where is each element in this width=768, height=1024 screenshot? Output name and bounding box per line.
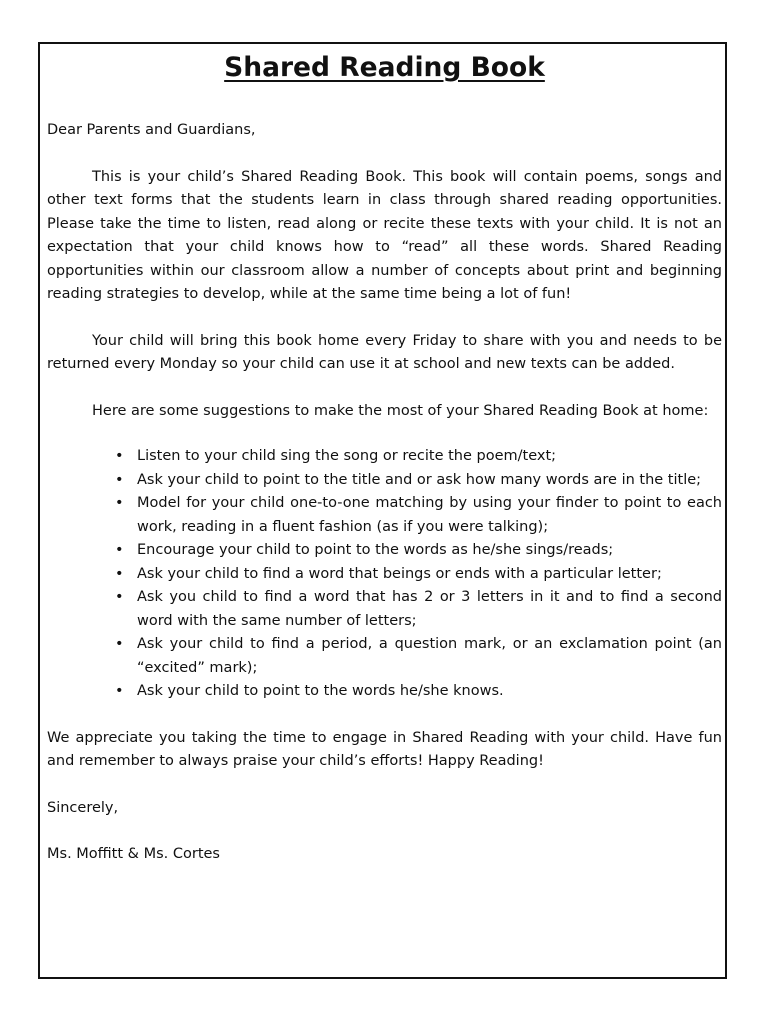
list-item: • Ask your child to find a word that beings or ends with a particular letter; <box>137 563 722 587</box>
intro-paragraph: This is your child’s Shared Reading Book. This book will contain poems, songs and other text forms that the students learn in class through shared reading opportunities. Please take the time to listen, read along or recite these texts with your child. It is not an expectation that your child knows how to “read” all these words. Shared Reading opportunities within our classroom allow a number of concepts about print and beginning reading strategies to develop, while at the same time being a lot of fun! <box>47 168 722 302</box>
schedule-paragraph: Your child will bring this book home every Friday to share with you and needs to be returned every Monday so your child can use it at school and new texts can be added. <box>47 332 722 372</box>
salutation: Dear Parents and Guardians, <box>47 122 256 138</box>
page-title: Shared Reading Book <box>224 52 545 83</box>
list-item: • Encourage your child to point to the words as he/she sings/reads; <box>137 539 722 563</box>
signoff: Sincerely, <box>47 799 119 816</box>
list-item: • Ask your child to point to the words he/she knows. <box>137 680 722 704</box>
signature: Ms. Moffitt & Ms. Cortes <box>47 846 220 862</box>
list-item: • Ask you child to find a word that has 2 or 3 letters in it and to find a second word with the same number of letters; <box>137 586 722 633</box>
list-item: • Ask your child to point to the title and or ask how many words are in the title; <box>137 469 722 493</box>
list-item: • Model for your child one-to-one matching by using your finder to point to each work, reading in a fluent fashion (as if you were talking); <box>137 492 722 539</box>
closing-paragraph: We appreciate you taking the time to engage in Shared Reading with your child. Have fun and remember to always praise your child’s efforts! Happy Reading! <box>47 729 722 769</box>
list-item: • Listen to your child sing the song or recite the poem/text; <box>137 445 722 469</box>
list-item: • Ask your child to find a period, a question mark, or an exclamation point (an “excited” mark); <box>137 633 722 680</box>
letter-body <box>47 48 722 867</box>
suggestions-intro-paragraph: Here are some suggestions to make the most of your Shared Reading Book at home: <box>92 402 709 419</box>
suggestions-list <box>47 445 722 704</box>
